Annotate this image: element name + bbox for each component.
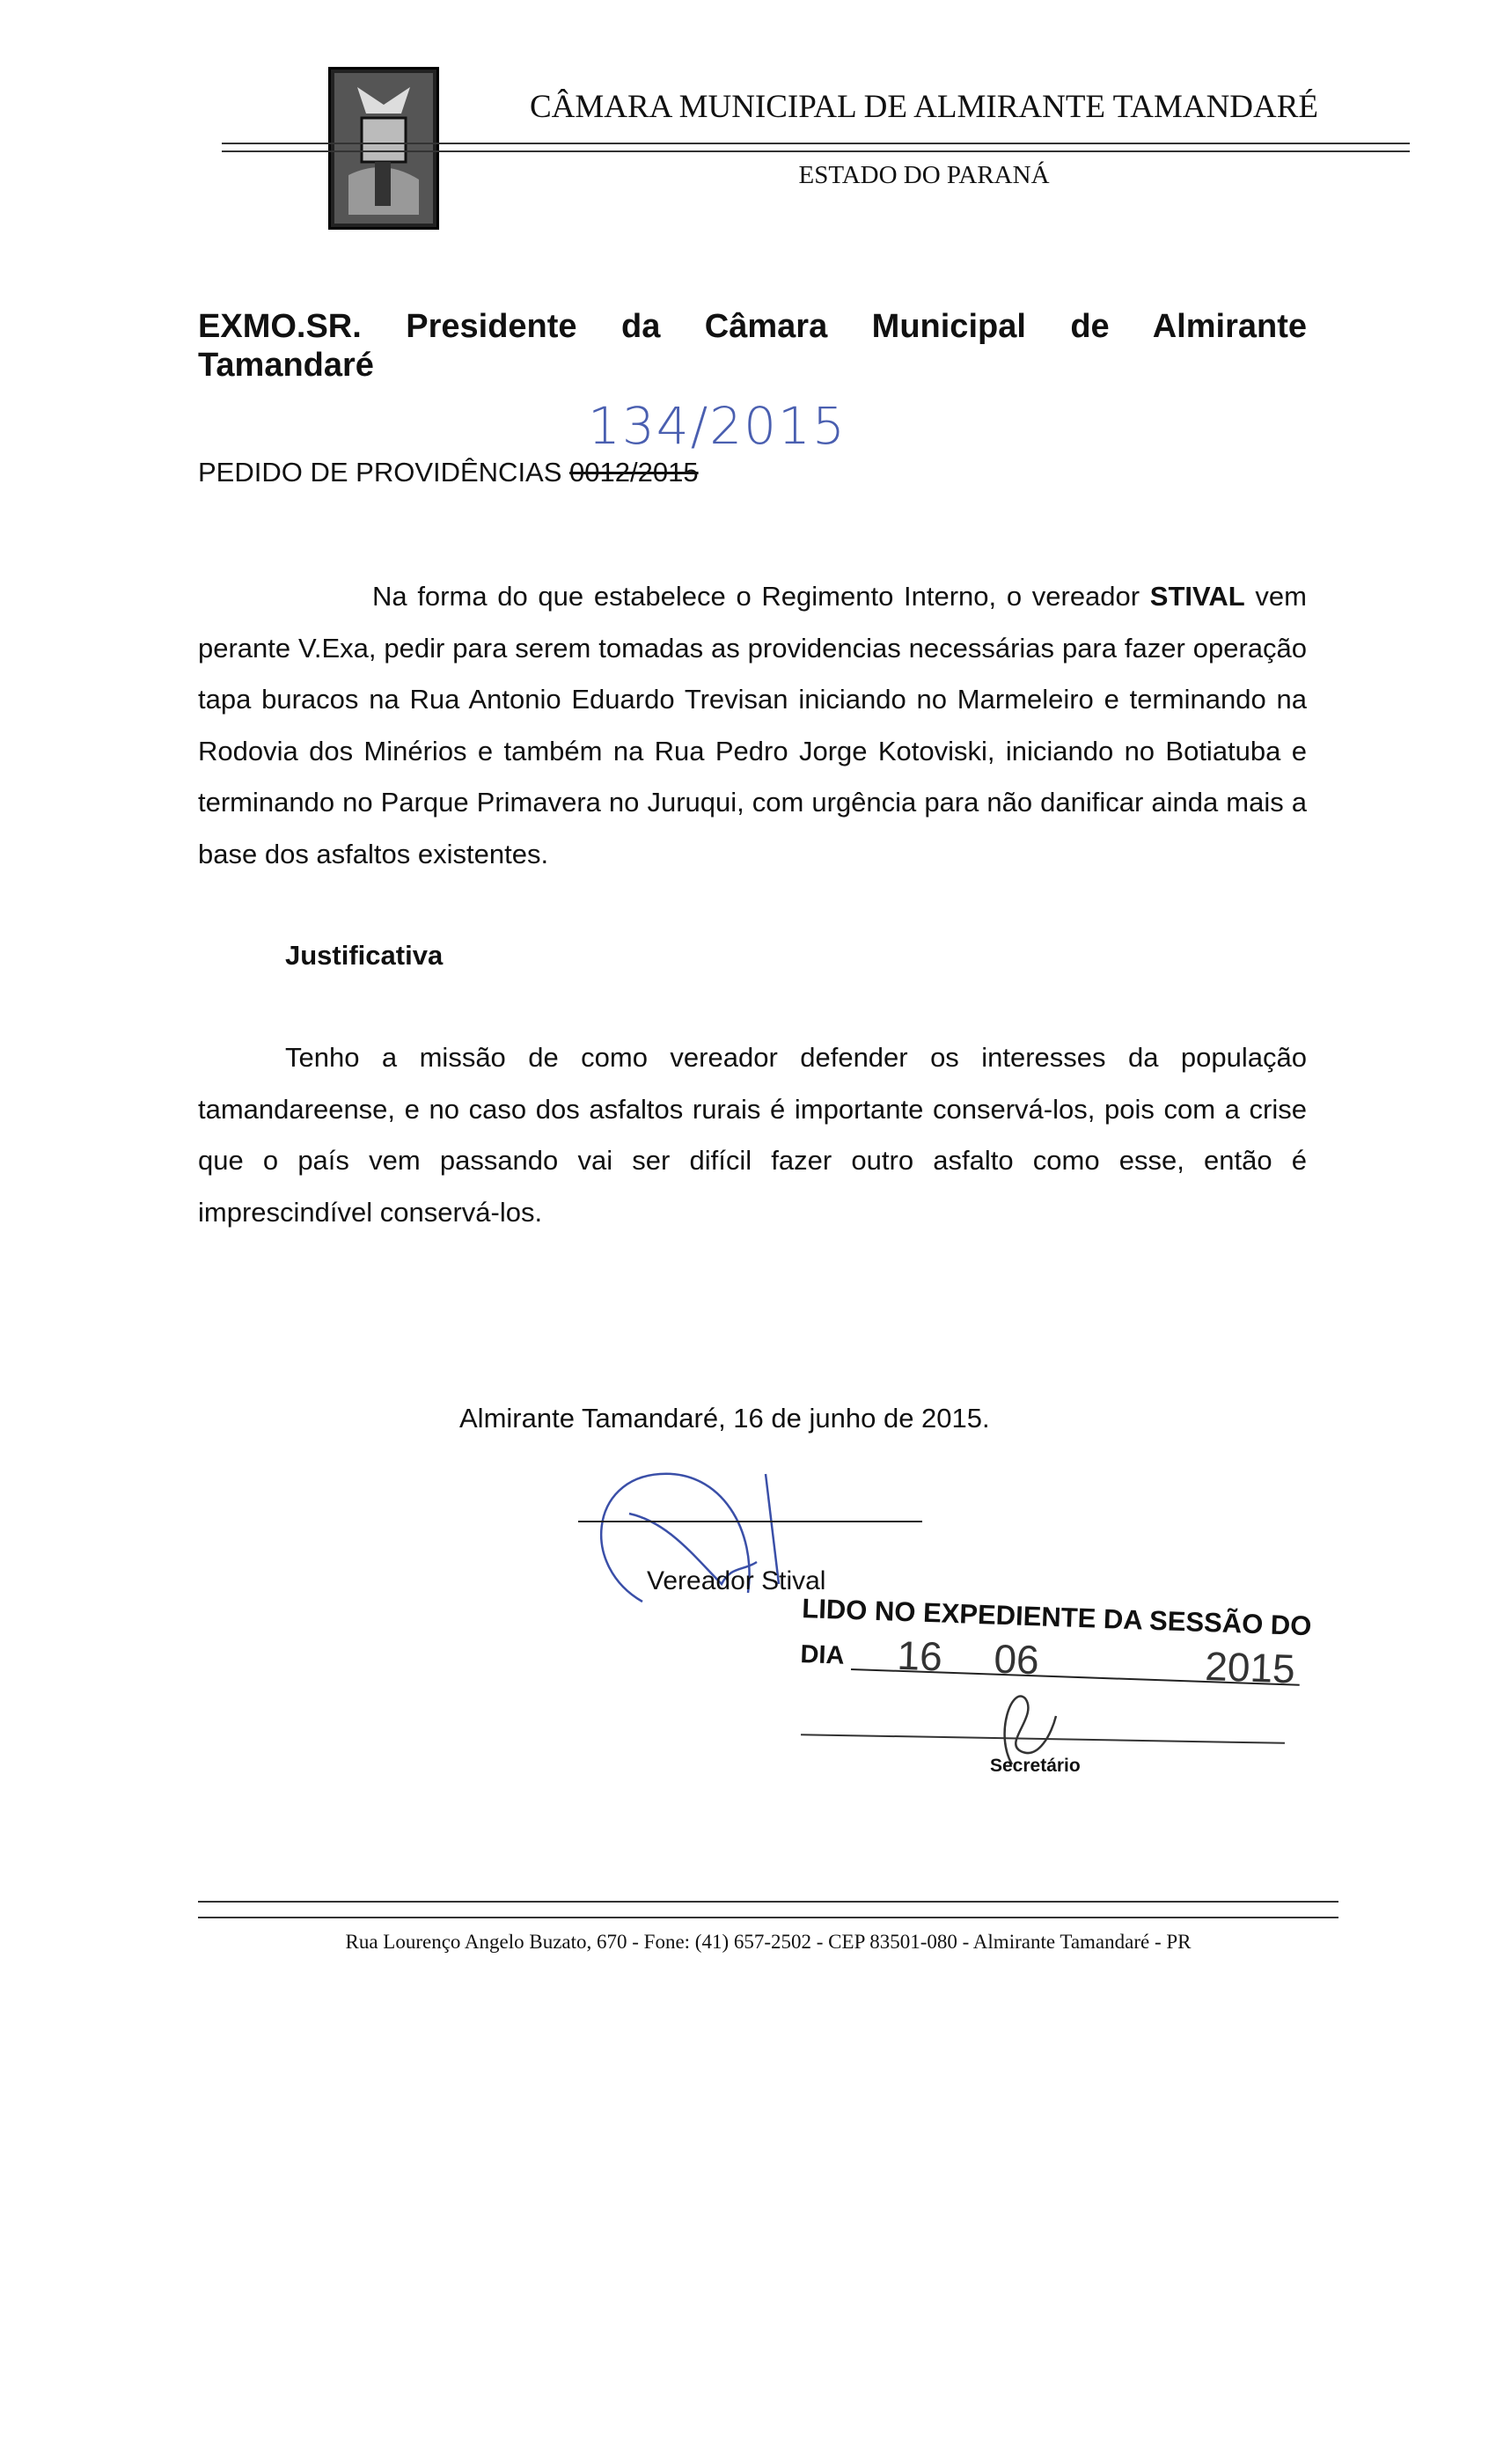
place-date: Almirante Tamandaré, 16 de junho de 2015. — [459, 1403, 990, 1434]
signature-line — [578, 1521, 922, 1522]
footer-address: Rua Lourenço Angelo Buzato, 670 - Fone: (41) 657-2502 - CEP 83501-080 - Almirante Tamandaré - PR — [345, 1931, 1192, 1953]
paragraph-text: vem perante V.Exa, pedir para serem tomadas as providencias necessárias para fazer operação tapa buracos na Rua Antonio Eduardo Trevisan iniciando no Marmeleiro e terminando na Rodovia dos Minérios e também na Rua Pedro Jorge Kotoviski, iniciando no Botiatuba e terminando no Parque Primavera no Juruqui, com urgência para não danificar ainda mais a base dos asfaltos existentes. — [198, 581, 1307, 869]
stamp-text: LIDO NO EXPEDIENTE DA SESSÃO DO — [801, 1593, 1312, 1642]
councilor-name: STIVAL — [1149, 581, 1245, 612]
addressee-line-2: Tamandaré — [198, 347, 374, 384]
stamp-day-label: DIA — [799, 1639, 846, 1670]
addressee-line: EXMO.SR. Presidente da Câmara Municipal de Almirante — [198, 308, 1307, 345]
footer-divider — [198, 1917, 1338, 1918]
signatory-name: Vereador Stival — [647, 1566, 826, 1595]
header-divider — [222, 150, 1410, 152]
footer-divider — [198, 1901, 1338, 1903]
struck-number: 0012/2015 — [569, 457, 699, 488]
request-label: PEDIDO DE PROVIDÊNCIAS — [198, 457, 562, 488]
institution-title: CÂMARA MUNICIPAL DE ALMIRANTE TAMANDARÉ — [529, 89, 1319, 125]
header-divider — [222, 143, 1410, 144]
justification-heading: Justificativa — [285, 940, 444, 971]
handwritten-protocol-number: 134/2015 — [588, 396, 847, 456]
reading-stamp — [799, 1593, 1313, 1692]
secretary-label: Secretário — [990, 1756, 1081, 1776]
justification-paragraph: Tenho a missão de como vereador defender os interesses da população tamandareense, e no caso dos asfaltos rurais é importante conservá-los, pois com a crise que o país vem passando vai ser difícil fazer outro asfalto como esse, então é imprescindível conservá-los. — [198, 1042, 1307, 1228]
body-paragraph — [198, 571, 1307, 880]
state-subtitle: ESTADO DO PARANÁ — [798, 161, 1050, 189]
request-title — [198, 457, 699, 488]
coat-of-arms-logo-icon — [328, 67, 439, 230]
stamp-month: 06 — [993, 1635, 1040, 1683]
stamp-year: 2015 — [1204, 1643, 1296, 1692]
stamp-day: 16 — [896, 1632, 943, 1680]
paragraph-text: Na forma do que estabelece o Regimento Interno, o vereador — [372, 581, 1150, 612]
